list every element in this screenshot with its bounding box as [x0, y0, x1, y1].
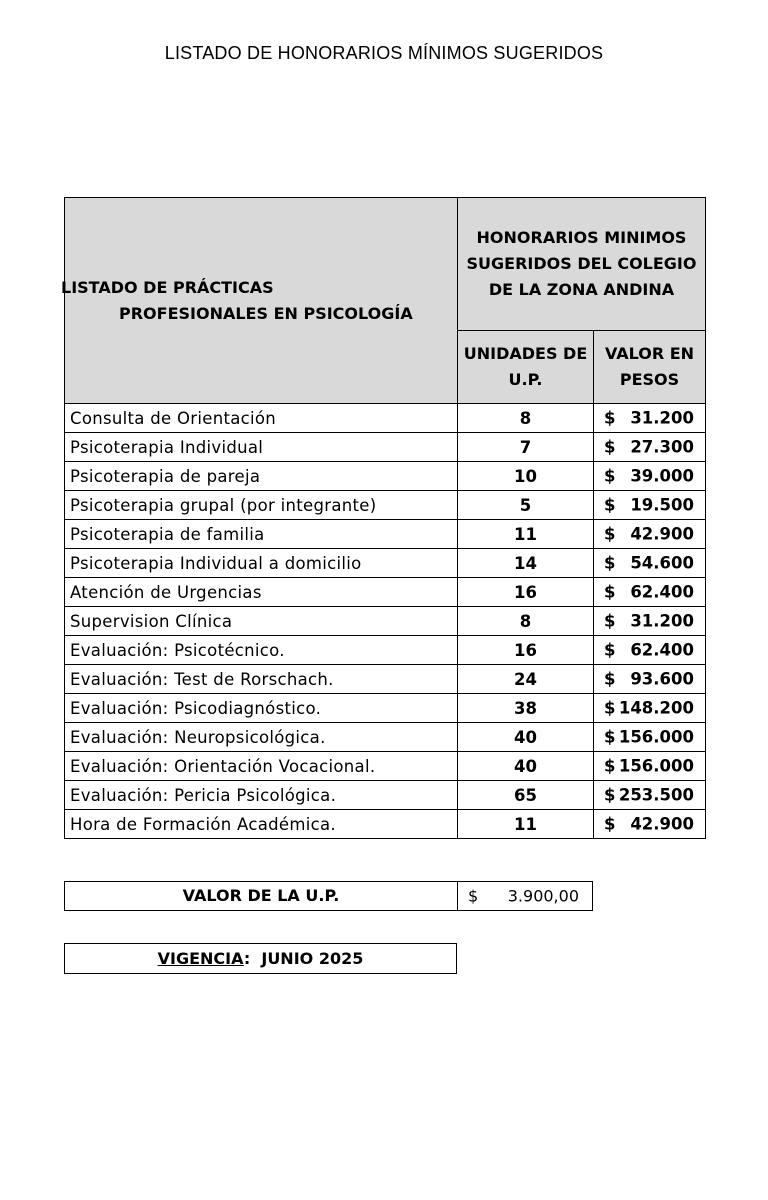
- practice-value: [594, 578, 706, 607]
- currency-symbol: $: [604, 669, 616, 689]
- practice-name: Atención de Urgencias: [65, 578, 458, 607]
- table-row: [65, 491, 706, 520]
- header-fees-group: HONORARIOS MINIMOS SUGERIDOS DEL COLEGIO DE LA ZONA ANDINA: [458, 198, 706, 331]
- amount: 42.900: [630, 524, 694, 544]
- practice-value: [594, 810, 706, 839]
- practice-units: 40: [458, 723, 594, 752]
- table-row: [65, 665, 706, 694]
- fees-table: [61, 197, 706, 839]
- currency-symbol: $: [604, 408, 616, 428]
- practice-units: 7: [458, 433, 594, 462]
- currency-symbol: $: [604, 727, 616, 747]
- amount: 27.300: [630, 437, 694, 457]
- practice-name: Psicoterapia Individual a domicilio: [65, 549, 458, 578]
- table-row: [65, 520, 706, 549]
- practice-name: Evaluación: Psicotécnico.: [65, 636, 458, 665]
- practice-units: 16: [458, 578, 594, 607]
- table-row: [65, 810, 706, 839]
- amount: 39.000: [630, 466, 694, 486]
- practice-units: 5: [458, 491, 594, 520]
- up-amount: 3.900,00: [507, 886, 579, 906]
- practice-units: 14: [458, 549, 594, 578]
- amount: 31.200: [630, 408, 694, 428]
- practice-value: [594, 462, 706, 491]
- page-title: LISTADO DE HONORARIOS MÍNIMOS SUGERIDOS: [164, 43, 604, 63]
- currency-symbol: $: [604, 698, 616, 718]
- currency-symbol: $: [604, 785, 616, 805]
- amount: 42.900: [630, 814, 694, 834]
- practice-units: 8: [458, 404, 594, 433]
- amount: 31.200: [630, 611, 694, 631]
- practice-name: Psicoterapia Individual: [65, 433, 458, 462]
- practice-units: 38: [458, 694, 594, 723]
- table-row: [65, 636, 706, 665]
- practice-units: 65: [458, 781, 594, 810]
- currency-symbol: $: [604, 611, 616, 631]
- fees-table-body: [65, 404, 706, 839]
- up-currency-symbol: $: [468, 886, 479, 906]
- currency-symbol: $: [604, 524, 616, 544]
- vigencia-value: JUNIO 2025: [261, 949, 364, 968]
- practice-value: [594, 752, 706, 781]
- table-row: [65, 781, 706, 810]
- header-value: VALOR EN PESOS: [594, 331, 706, 404]
- amount: 148.200: [618, 698, 694, 718]
- practice-value: [594, 694, 706, 723]
- practice-name: Evaluación: Orientación Vocacional.: [65, 752, 458, 781]
- header-practices-line2: PROFESIONALES EN PSICOLOGÍA: [119, 303, 413, 323]
- practice-name: Evaluación: Psicodiagnóstico.: [65, 694, 458, 723]
- currency-symbol: $: [604, 756, 616, 776]
- table-row: [65, 607, 706, 636]
- currency-symbol: $: [604, 582, 616, 602]
- table-row: [65, 723, 706, 752]
- practice-value: [594, 404, 706, 433]
- practice-units: 10: [458, 462, 594, 491]
- amount: 156.000: [618, 727, 694, 747]
- currency-symbol: $: [604, 466, 616, 486]
- amount: 93.600: [630, 669, 694, 689]
- practice-value: [594, 665, 706, 694]
- practice-units: 8: [458, 607, 594, 636]
- practice-value: [594, 433, 706, 462]
- amount: 62.400: [630, 582, 694, 602]
- practice-name: Evaluación: Test de Rorschach.: [65, 665, 458, 694]
- practice-name: Psicoterapia grupal (por integrante): [65, 491, 458, 520]
- amount: 54.600: [630, 553, 694, 573]
- table-row: [65, 462, 706, 491]
- table-row: [65, 549, 706, 578]
- vigencia-separator: :: [243, 949, 251, 968]
- up-value-cell: [458, 882, 592, 910]
- practice-name: Evaluación: Neuropsicológica.: [65, 723, 458, 752]
- practice-name: Supervision Clínica: [65, 607, 458, 636]
- practice-value: [594, 549, 706, 578]
- header-practices: [61, 198, 458, 404]
- currency-symbol: $: [604, 640, 616, 660]
- practice-units: 40: [458, 752, 594, 781]
- practice-units: 24: [458, 665, 594, 694]
- currency-symbol: $: [604, 814, 616, 834]
- practice-value: [594, 491, 706, 520]
- practice-value: [594, 520, 706, 549]
- practice-name: Psicoterapia de familia: [65, 520, 458, 549]
- practice-value: [594, 723, 706, 752]
- practice-name: Hora de Formación Académica.: [65, 810, 458, 839]
- table-row: [65, 433, 706, 462]
- table-row: [65, 752, 706, 781]
- currency-symbol: $: [604, 495, 616, 515]
- practice-value: [594, 607, 706, 636]
- practice-units: 11: [458, 520, 594, 549]
- practice-name: Consulta de Orientación: [65, 404, 458, 433]
- amount: 62.400: [630, 640, 694, 660]
- table-row: [65, 404, 706, 433]
- practice-name: Evaluación: Pericia Psicológica.: [65, 781, 458, 810]
- header-units: UNIDADES DE U.P.: [458, 331, 594, 404]
- practice-units: 11: [458, 810, 594, 839]
- practice-units: 16: [458, 636, 594, 665]
- up-label: VALOR DE LA U.P.: [65, 882, 458, 910]
- practice-value: [594, 781, 706, 810]
- vigencia-label: VIGENCIA: [157, 949, 244, 968]
- currency-symbol: $: [604, 437, 616, 457]
- currency-symbol: $: [604, 553, 616, 573]
- amount: 19.500: [630, 495, 694, 515]
- table-row: [65, 578, 706, 607]
- vigencia-box: [64, 943, 457, 974]
- practice-name: Psicoterapia de pareja: [65, 462, 458, 491]
- table-row: [65, 694, 706, 723]
- practice-value: [594, 636, 706, 665]
- amount: 156.000: [618, 756, 694, 776]
- header-practices-line1: LISTADO DE PRÁCTICAS: [61, 277, 274, 297]
- amount: 253.500: [618, 785, 694, 805]
- up-value-box: [64, 881, 593, 911]
